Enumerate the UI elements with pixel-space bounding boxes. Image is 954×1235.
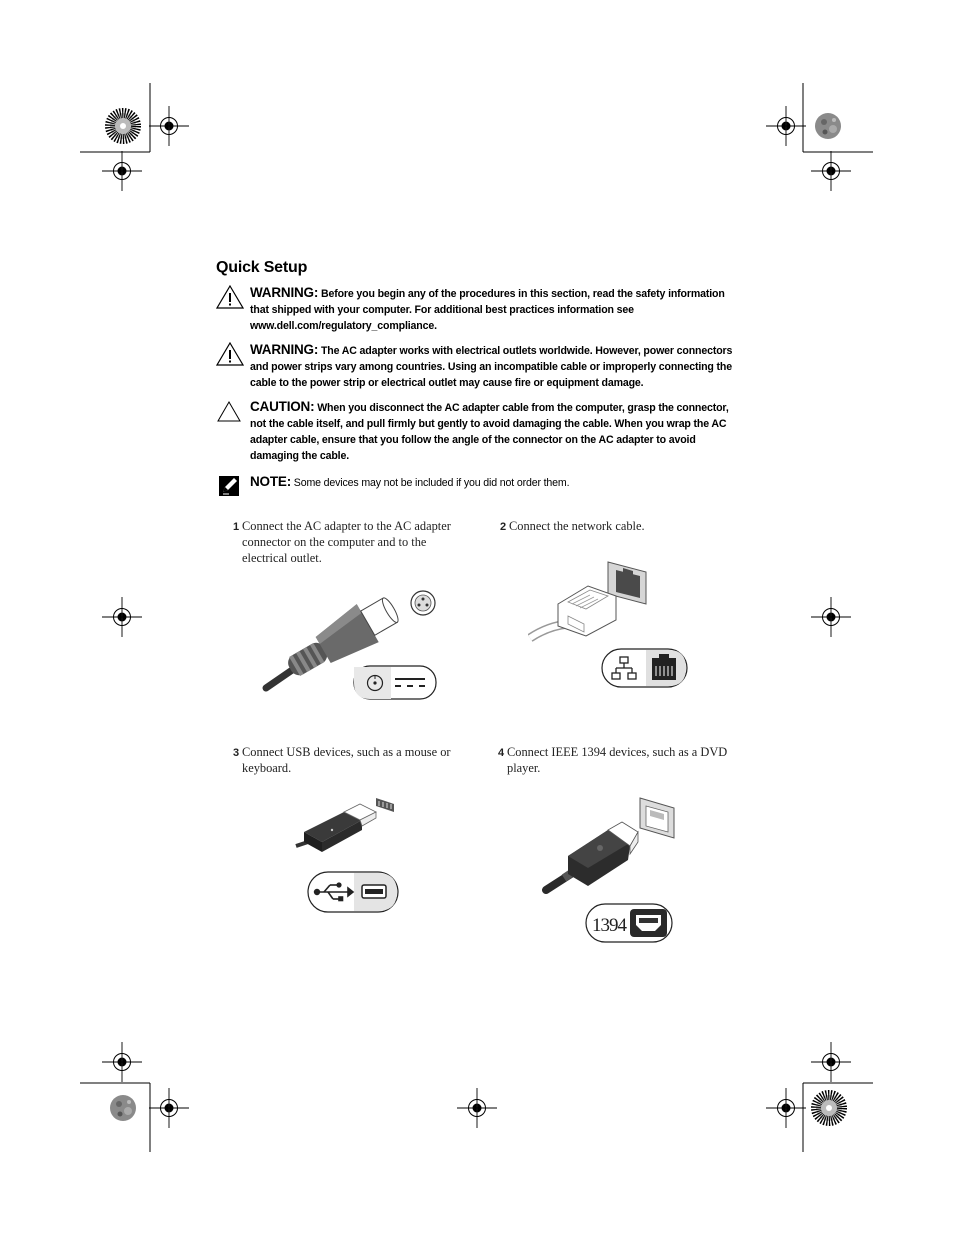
warning-notice	[216, 342, 746, 391]
note-body	[250, 474, 746, 491]
warning-triangle-icon	[216, 285, 244, 309]
ieee1394-connector-illustration	[542, 794, 678, 946]
step-text: Connect the network cable.	[509, 519, 645, 533]
notice-text: When you disconnect the AC adapter cable from the computer, grasp the connector, not the cable itself, and pull firmly but gently to avoid damaging the cable. When you wrap the AC adapter cable, ensure that you follow the angle of the connector on the AC adapter to avoid damaging the cable.	[250, 402, 729, 462]
warning-body	[250, 342, 746, 391]
step-number: 2	[500, 521, 507, 533]
notice-label: WARNING:	[250, 342, 319, 357]
notice-label: WARNING:	[250, 285, 319, 300]
ieee1394-label: 1394	[592, 915, 626, 936]
step-text: Connect the AC adapter to the AC adapter connector on the computer and to the electrical outlet.	[242, 519, 451, 565]
network-cable-illustration	[528, 554, 690, 690]
warning-notice	[216, 285, 746, 334]
note-notice	[216, 474, 746, 491]
notice-label: NOTE:	[250, 474, 291, 489]
step-text: Connect IEEE 1394 devices, such as a DVD player.	[507, 745, 728, 775]
caution-body	[250, 399, 746, 464]
warning-body	[250, 285, 746, 334]
step-text: Connect USB devices, such as a mouse or keyboard.	[242, 745, 451, 775]
step-number: 1	[233, 521, 240, 533]
warning-triangle-icon	[216, 342, 244, 366]
caution-notice	[216, 399, 746, 464]
notice-text: Before you begin any of the procedures in this section, read the safety information that shipped with your computer. For additional best practices information see www.dell.com/regulatory_compliance.	[250, 288, 725, 332]
step-4	[498, 744, 743, 776]
page-title: Quick Setup	[216, 259, 308, 276]
step-number: 3	[233, 747, 240, 759]
step-2	[500, 518, 750, 534]
notice-text: The AC adapter works with electrical outlets worldwide. However, power connectors and power strips vary among countries. Using an incompatible cable or improperly connecting the cable to the power strip or electrical outlet may cause fire or equipment damage.	[250, 345, 733, 389]
usb-connector-illustration	[294, 794, 404, 916]
step-number: 4	[498, 747, 505, 759]
caution-triangle-icon	[216, 399, 244, 423]
step-1	[233, 518, 471, 566]
notice-label: CAUTION:	[250, 399, 315, 414]
ac-adapter-connector-illustration	[258, 578, 448, 703]
note-pencil-icon	[216, 474, 244, 498]
step-3	[233, 744, 465, 776]
notice-text: Some devices may not be included if you did not order them.	[293, 477, 570, 489]
